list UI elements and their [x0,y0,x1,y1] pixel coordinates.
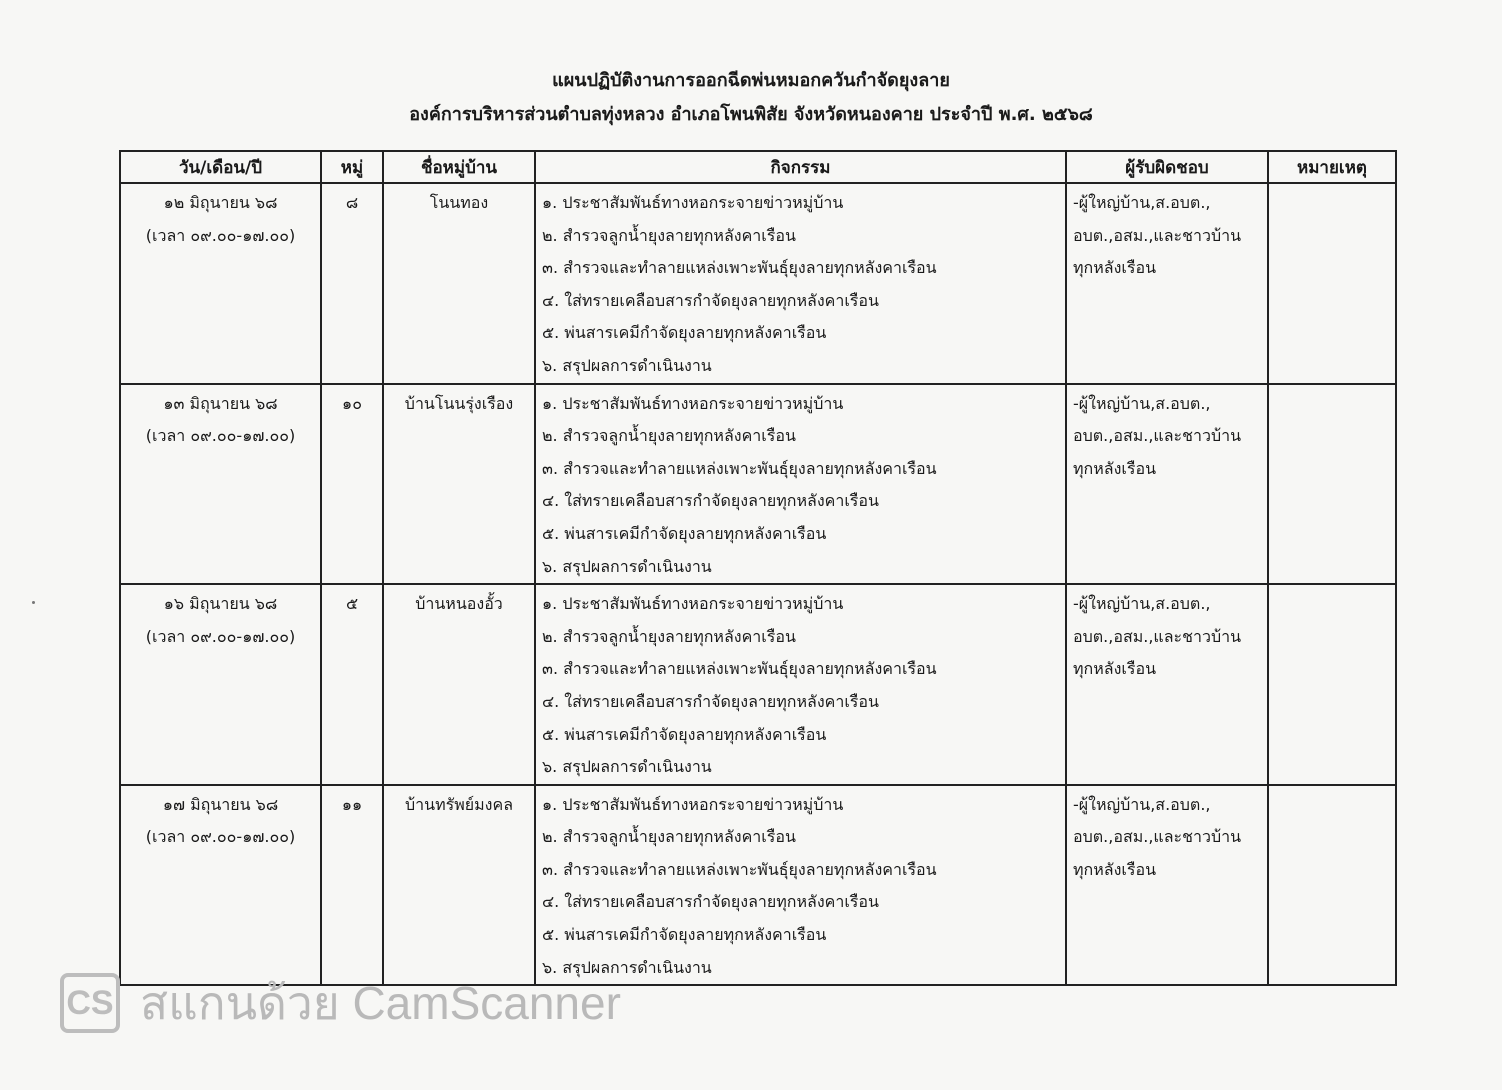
responsible-line: ทุกหลังเรือน [1073,859,1157,879]
responsible-line: อบต.,อสม.,และชาวบ้าน [1073,426,1242,446]
activity-item: ๕. พ่นสารเคมีกำจัดยุงลายทุกหลังคาเรือน [542,523,827,543]
activity-cell [535,584,1066,785]
camscanner-watermark [60,970,621,1036]
activity-item: ๑. ประชาสัมพันธ์ทางหอกระจายข่าวหมู่บ้าน [542,794,844,814]
moo-text: ๕ [345,594,359,614]
activity-item: ๑. ประชาสัมพันธ์ทางหอกระจายข่าวหมู่บ้าน [542,193,844,212]
table-row [120,183,1396,384]
table-header-row [120,151,1396,183]
date-text: ๑๒ มิถุนายน ๖๘ [163,193,278,212]
activity-item: ๒. สำรวจลูกน้ำยุงลายทุกหลังคาเรือน [542,225,796,245]
time-text: (เวลา ๐๙.๐๐-๑๗.๐๐) [145,827,296,847]
responsible-line: -ผู้ใหญ่บ้าน,ส.อบต., [1073,393,1211,413]
responsible-line: อบต.,อสม.,และชาวบ้าน [1073,626,1242,646]
activity-item: ๕. พ่นสารเคมีกำจัดยุงลายทุกหลังคาเรือน [542,925,827,945]
date-cell [120,584,321,785]
activity-item: ๓. สำรวจและทำลายแหล่งเพาะพันธุ์ยุงลายทุกหลังคาเรือน [542,258,937,278]
activity-item: ๒. สำรวจลูกน้ำยุงลายทุกหลังคาเรือน [542,626,796,646]
responsible-line: ทุกหลังเรือน [1073,458,1157,478]
plan-table [119,150,1397,986]
activity-item: ๒. สำรวจลูกน้ำยุงลายทุกหลังคาเรือน [542,426,796,446]
activity-item: ๖. สรุปผลการดำเนินงาน [542,556,712,576]
village-cell [383,384,535,585]
moo-cell [321,584,383,785]
responsible-cell [1066,384,1268,585]
moo-text: ๑๐ [342,393,362,413]
scan-speck [32,601,35,604]
responsible-line: อบต.,อสม.,และชาวบ้าน [1073,225,1242,245]
date-text: ๑๓ มิถุนายน ๖๘ [163,393,278,413]
activity-cell [535,384,1066,585]
village-text: บ้านหนองอั้ว [415,594,503,614]
moo-text: ๘ [345,193,359,212]
activity-item: ๑. ประชาสัมพันธ์ทางหอกระจายข่าวหมู่บ้าน [542,393,844,413]
activity-item: ๖. สรุปผลการดำเนินงาน [542,757,712,777]
activity-item: ๑. ประชาสัมพันธ์ทางหอกระจายข่าวหมู่บ้าน [542,594,844,614]
responsible-line: ทุกหลังเรือน [1073,659,1157,679]
moo-cell [321,785,383,986]
activity-item: ๖. สรุปผลการดำเนินงาน [542,355,712,375]
activity-item: ๔. ใส่ทรายเคลือบสารกำจัดยุงลายทุกหลังคาเรือน [542,892,879,912]
responsible-line: -ผู้ใหญ่บ้าน,ส.อบต., [1073,794,1211,814]
header-responsible: ผู้รับผิดชอบ [1066,151,1268,183]
header-activity: กิจกรรม [535,151,1066,183]
date-text: ๑๖ มิถุนายน ๖๘ [163,594,278,614]
activity-item: ๖. สรุปผลการดำเนินงาน [542,957,712,977]
time-text: (เวลา ๐๙.๐๐-๑๗.๐๐) [145,626,296,646]
responsible-line: -ผู้ใหญ่บ้าน,ส.อบต., [1073,193,1211,212]
responsible-line: -ผู้ใหญ่บ้าน,ส.อบต., [1073,594,1211,614]
village-cell [383,183,535,384]
note-cell [1268,183,1396,384]
activity-item: ๔. ใส่ทรายเคลือบสารกำจัดยุงลายทุกหลังคาเรือน [542,691,879,711]
table-row [120,584,1396,785]
activity-item: ๒. สำรวจลูกน้ำยุงลายทุกหลังคาเรือน [542,827,796,847]
responsible-cell [1066,183,1268,384]
village-text: บ้านทรัพย์มงคล [404,794,513,814]
activity-item: ๕. พ่นสารเคมีกำจัดยุงลายทุกหลังคาเรือน [542,724,827,744]
activity-item: ๔. ใส่ทรายเคลือบสารกำจัดยุงลายทุกหลังคาเรือน [542,491,879,511]
date-cell [120,183,321,384]
responsible-cell [1066,584,1268,785]
village-cell [383,584,535,785]
activity-item: ๓. สำรวจและทำลายแหล่งเพาะพันธุ์ยุงลายทุกหลังคาเรือน [542,859,937,879]
note-cell [1268,584,1396,785]
header-village: ชื่อหมู่บ้าน [383,151,535,183]
moo-cell [321,183,383,384]
moo-text: ๑๑ [341,794,363,814]
header-note: หมายเหตุ [1268,151,1396,183]
note-cell [1268,384,1396,585]
village-cell [383,785,535,986]
responsible-cell [1066,785,1268,986]
camscanner-logo-icon: CS [60,973,120,1033]
responsible-line: ทุกหลังเรือน [1073,258,1157,278]
table-row [120,785,1396,986]
document-title: แผนปฏิบัติงานการออกฉีดพ่นหมอกควันกำจัดยุงลาย [552,70,950,91]
date-cell [120,384,321,585]
watermark-text: สแกนด้วย CamScanner [140,976,621,1029]
time-text: (เวลา ๐๙.๐๐-๑๗.๐๐) [145,426,296,446]
moo-cell [321,384,383,585]
date-cell [120,785,321,986]
activity-cell [535,183,1066,384]
village-text: โนนทอง [429,193,489,212]
header-date: วัน/เดือน/ปี [120,151,321,183]
date-text: ๑๗ มิถุนายน ๖๘ [162,794,279,814]
responsible-line: อบต.,อสม.,และชาวบ้าน [1073,827,1242,847]
village-text: บ้านโนนรุ่งเรือง [404,393,514,413]
activity-item: ๓. สำรวจและทำลายแหล่งเพาะพันธุ์ยุงลายทุกหลังคาเรือน [542,458,937,478]
document-subtitle: องค์การบริหารส่วนตำบลทุ่งหลวง อำเภอโพนพิสัย จังหวัดหนองคาย ประจำปี พ.ศ. ๒๕๖๘ [409,104,1093,125]
note-cell [1268,785,1396,986]
activity-item: ๓. สำรวจและทำลายแหล่งเพาะพันธุ์ยุงลายทุกหลังคาเรือน [542,659,937,679]
activity-item: ๔. ใส่ทรายเคลือบสารกำจัดยุงลายทุกหลังคาเรือน [542,290,879,310]
header-moo: หมู่ [321,151,383,183]
activity-cell [535,785,1066,986]
time-text: (เวลา ๐๙.๐๐-๑๗.๐๐) [145,225,296,245]
activity-item: ๕. พ่นสารเคมีกำจัดยุงลายทุกหลังคาเรือน [542,323,827,343]
table-row [120,384,1396,585]
